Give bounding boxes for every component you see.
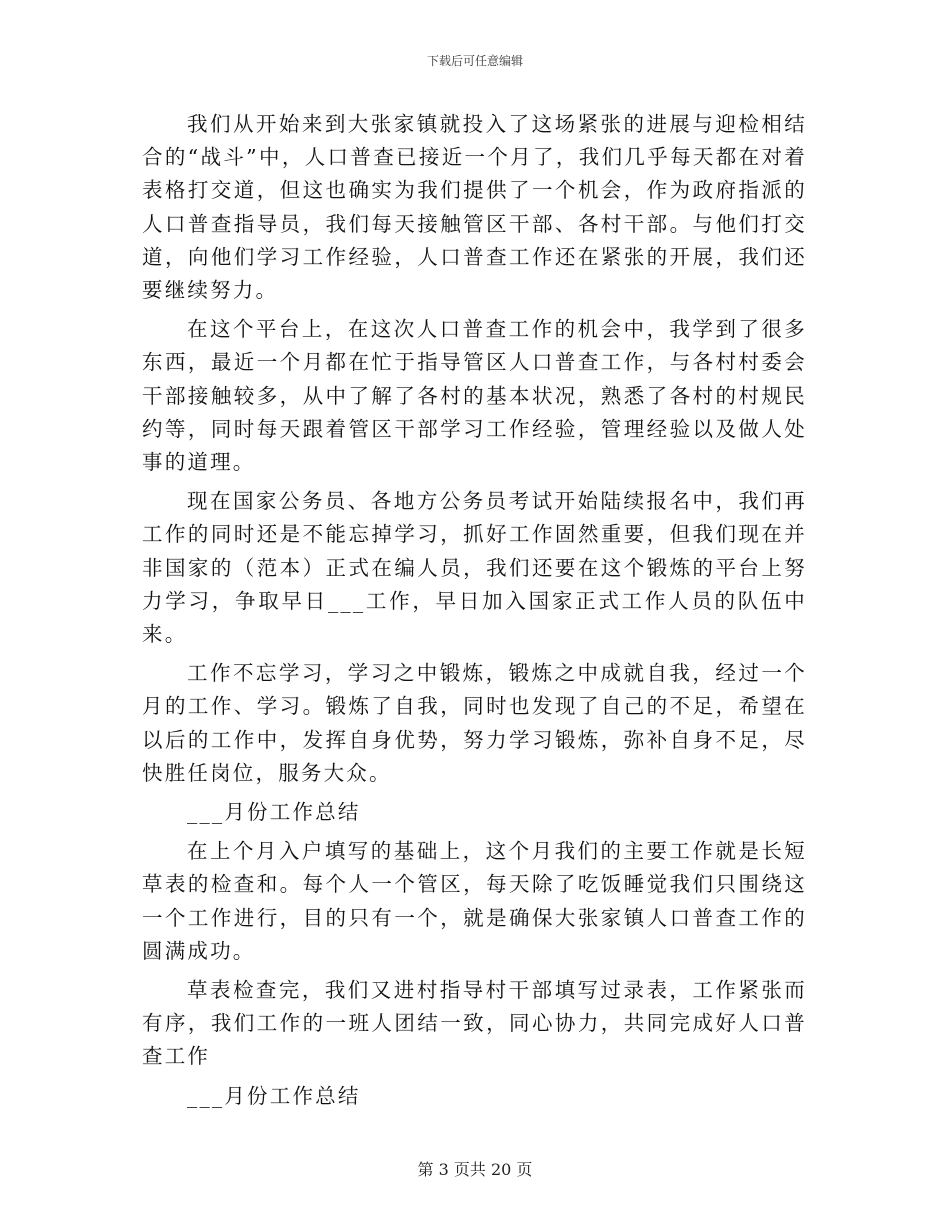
section-heading-monthly-summary-2: ___月份工作总结 [187,1083,361,1108]
document-body [142,108,807,1119]
paragraph-3: 现在国家公务员、各地方公务员考试开始陆续报名中，我们再工作的同时还是不能忘掉学习，抓好工作固然重要，但我们现在并非国家的（范本）正式在编人员，我们还要在这个锻炼的平台上努力学习，争取早日___工作，早日加入国家正式工作人员的队伍中来。 [142,489,807,647]
paragraph-4: 工作不忘学习，学习之中锻炼，锻炼之中成就自我，经过一个月的工作、学习。锻炼了自我，同时也发现了自己的不足，希望在以后的工作中，发挥自身优势，努力学习锻炼，弥补自身不足，尽快胜任岗位，服务大众。 [142,661,807,785]
page-header-note: 下载后可任意编辑 [426,54,523,68]
paragraph-1: 我们从开始来到大张家镇就投入了这场紧张的进展与迎检相结合的“战斗”中，人口普查已接近一个月了，我们几乎每天都在对着表格打交道，但这也确实为我们提供了一个机会，作为政府指派的人口普查指导员，我们每天接触管区干部、各村干部。与他们打交道，向他们学习工作经验，人口普查工作还在紧张的开展，我们还要继续努力。 [142,112,807,303]
paragraph-5: 在上个月入户填写的基础上，这个月我们的主要工作就是长短草表的检查和。每个人一个管区，每天除了吃饭睡觉我们只围绕这一个工作进行，目的只有一个，就是确保大张家镇人口普查工作的圆满成功。 [142,839,807,963]
paragraph-2: 在这个平台上，在这次人口普查工作的机会中，我学到了很多东西，最近一个月都在忙于指导管区人口普查工作，与各村村委会干部接触较多，从中了解了各村的基本状况，熟悉了各村的村规民约等，同时每天跟着管区干部学习工作经验，管理经验以及做人处事的道理。 [142,317,807,475]
page-number-footer: 第 3 页共 20 页 [417,1160,533,1179]
section-heading-monthly-summary: ___月份工作总结 [187,800,361,825]
paragraph-6: 草表检查完，我们又进村指导村干部填写过录表，工作紧张而有序，我们工作的一班人团结一致，同心协力，共同完成好人口普查工作 [142,978,807,1069]
